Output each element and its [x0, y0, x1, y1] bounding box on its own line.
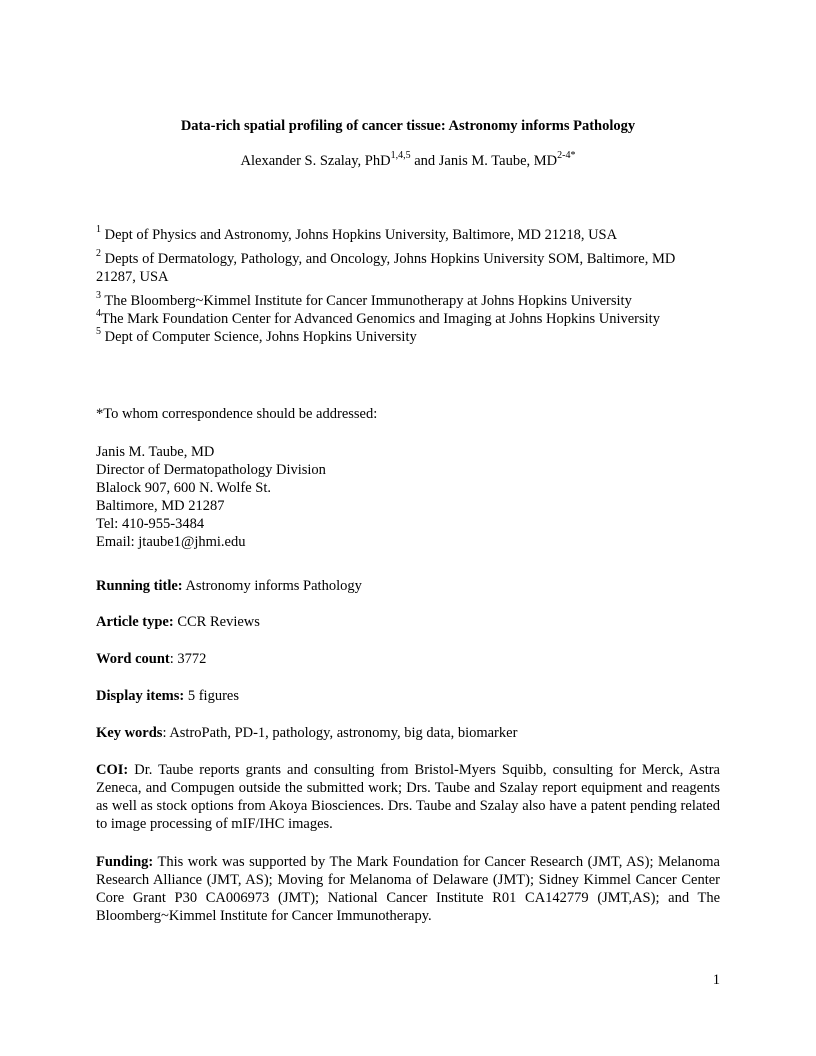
author-taube: Janis M. Taube, MD [438, 153, 558, 169]
contact-phone: Tel: 410-955-3484 [96, 516, 205, 532]
running-title-label: Running title: [96, 578, 183, 594]
word-count-value: : 3772 [169, 651, 207, 667]
article-type-value: CCR Reviews [173, 614, 260, 630]
contact-email: Email: jtaube1@jhmi.edu [96, 534, 246, 550]
author-szalay-affiliations: 1,4,5 [390, 150, 411, 162]
coi-label: COI: [96, 762, 129, 778]
correspondence-heading: *To whom correspondence should be addressed: [96, 406, 378, 422]
author-joiner: and [410, 153, 439, 169]
affiliation-item [96, 328, 716, 346]
affiliation-number: 4 [96, 308, 101, 320]
funding-value: This work was supported by The Mark Foundation for Cancer Research (JMT, AS); Melanoma Research Alliance (JMT, AS); Moving for Melanoma of Delaware (JMT); Sidney Kimmel Cancer Center Core Grant P30 CA006973 (JMT); National Cancer Institute R01 CA142779 (JMT,AS); and The Bloomberg~Kimmel Institute for Cancer Immunotherapy. [96, 854, 720, 924]
affiliation-text: Dept of Computer Science, Johns Hopkins University [101, 329, 417, 345]
funding-label: Funding: [96, 854, 154, 870]
affiliation-text: Dept of Physics and Astronomy, Johns Hopkins University, Baltimore, MD 21218, USA [101, 227, 618, 243]
article-type-label: Article type: [96, 614, 174, 630]
running-title-value: Astronomy informs Pathology [182, 578, 362, 594]
article-type-field [96, 613, 720, 631]
funding-field [96, 853, 720, 925]
affiliation-text: Depts of Dermatology, Pathology, and Oncology, Johns Hopkins University SOM, Baltimore, MD 21287, USA [96, 251, 676, 285]
contact-name: Janis M. Taube, MD [96, 444, 215, 460]
affiliation-item [96, 250, 716, 286]
contact-city: Baltimore, MD 21287 [96, 498, 225, 514]
coi-value: Dr. Taube reports grants and consulting from Bristol-Myers Squibb, consulting for Merck, Astra Zeneca, and Compugen outside the submitted work; Drs. Taube and Szalay report equipment and reagents as well as stock options from Akoya Biosciences. Drs. Taube and Szalay also have a patent pending related to image processing of mIF/IHC images. [96, 762, 720, 832]
coi-field [96, 761, 720, 833]
display-items-field [96, 687, 720, 705]
affiliation-item [96, 310, 716, 328]
page-number: 1 [712, 972, 720, 988]
author-line [0, 152, 816, 170]
affiliation-item [96, 226, 716, 244]
word-count-field [96, 650, 720, 668]
affiliation-number: 2 [96, 248, 101, 260]
affiliation-text: The Bloomberg~Kimmel Institute for Cancer Immunotherapy at Johns Hopkins University [101, 293, 632, 309]
key-words-value: : AstroPath, PD-1, pathology, astronomy, big data, biomarker [162, 725, 518, 741]
affiliation-list [96, 226, 716, 346]
affiliation-text: The Mark Foundation Center for Advanced Genomics and Imaging at Johns Hopkins University [101, 311, 660, 327]
author-szalay: Alexander S. Szalay, PhD [240, 153, 391, 169]
affiliation-item [96, 292, 716, 310]
affiliation-number: 5 [96, 326, 101, 338]
contact-street: Blalock 907, 600 N. Wolfe St. [96, 480, 271, 496]
key-words-label: Key words [96, 725, 163, 741]
display-items-value: 5 figures [184, 688, 239, 704]
running-title-field [96, 577, 720, 595]
contact-position: Director of Dermatopathology Division [96, 462, 326, 478]
author-taube-affiliations: 2-4* [557, 150, 576, 162]
display-items-label: Display items: [96, 688, 185, 704]
contact-block [96, 443, 326, 551]
key-words-field [96, 724, 720, 742]
paper-title: Data-rich spatial profiling of cancer tissue: Astronomy informs Pathology [180, 118, 636, 134]
word-count-label: Word count [96, 651, 170, 667]
affiliation-number: 1 [96, 224, 101, 236]
affiliation-number: 3 [96, 290, 101, 302]
